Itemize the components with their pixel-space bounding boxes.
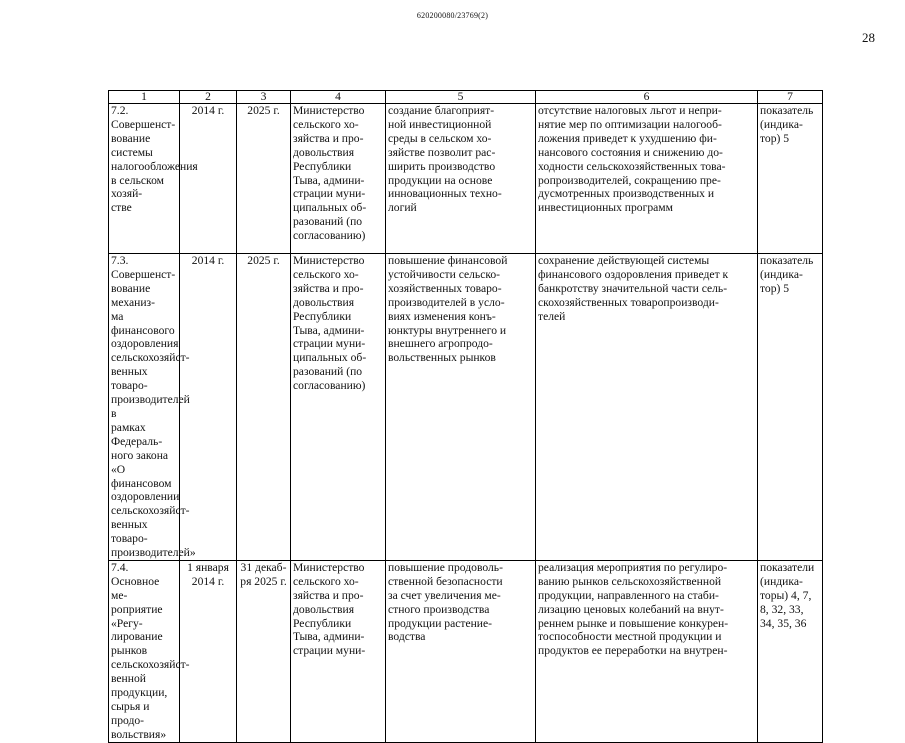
indicator-cell: показатель (индика- тор) 5 bbox=[758, 104, 823, 254]
executor-cell: Министерство сельского хо- зяйства и про- довольствия Республики Тыва, админи- страции муни- bbox=[291, 560, 386, 742]
document-id: 620200080/23769(2) bbox=[416, 11, 489, 20]
end-date-cell: 31 декаб- ря 2025 г. bbox=[237, 560, 291, 742]
end-date-cell: 2025 г. bbox=[237, 104, 291, 254]
consequences-cell: отсутствие налоговых льгот и непри- нятие мер по оптимизации налогооб- ложения приведет к ухудшению фи- нансового состояния и снижению до- ходности сельскохозяйственных това- ропроизводителей, сокращению пре- дусмотренных производственных и инвестиционных программ bbox=[536, 104, 758, 254]
executor-cell: Министерство сельского хо- зяйства и про- довольствия Республики Тыва, админи- страции муни- ципальных об- разований (по согласованию) bbox=[291, 104, 386, 254]
column-header-4: 4 bbox=[291, 91, 386, 104]
page-number: 28 bbox=[862, 30, 875, 45]
executor-cell: Министерство сельского хо- зяйства и про- довольствия Республики Тыва, админи- страции муни- ципальных об- разований (по согласованию) bbox=[291, 254, 386, 561]
indicator-cell: показатель (индика- тор) 5 bbox=[758, 254, 823, 561]
expected-result-cell: создание благоприят- ной инвестиционной среды в сельском хо- зяйстве позволит рас- ширить производство продукции на основе инновационных техно- логий bbox=[386, 104, 536, 254]
column-header-5: 5 bbox=[386, 91, 536, 104]
end-date-cell: 2025 г. bbox=[237, 254, 291, 561]
measure-name-cell: 7.3. Совершенст- вование механиз- ма финансового оздоровления сельскохозяйст- венных товаро- производителей в рамках Федераль- ного закона «О финансовом оздоровлении сельскохозяйст- венных товаро- производителей» bbox=[109, 254, 180, 561]
measure-name-cell: 7.2. Совершенст- вование системы налогообложения в сельском хозяй- стве bbox=[109, 104, 180, 254]
expected-result-cell: повышение продоволь- ственной безопасности за счет увеличения ме- стного производства продукции растение- водства bbox=[386, 560, 536, 742]
consequences-cell: реализация мероприятия по регулиро- ванию рынков сельскохозяйственной продукции, направленного на стаби- лизацию ценовых колебаний на внут- реннем рынке и повышение конкурен- тоспособности местной продукции и продуктов ее переработки на внутрен- bbox=[536, 560, 758, 742]
column-header-6: 6 bbox=[536, 91, 758, 104]
consequences-cell: сохранение действующей системы финансового оздоровления приведет к банкротству значительной части сель- скохозяйственных товаропроизводи- телей bbox=[536, 254, 758, 561]
column-header-7: 7 bbox=[758, 91, 823, 104]
expected-result-cell: повышение финансовой устойчивости сельско- хозяйственных товаро- производителей в усло- виях изменения конъ- юнктуры внутреннего и внешнего агропродо- вольственных рынков bbox=[386, 254, 536, 561]
measure-name-cell: 7.4. Основное ме- роприятие «Регу- лирование рынков сельскохозяйст- венной продукции, сырья и продо- вольствия» bbox=[109, 560, 180, 742]
table-row bbox=[109, 104, 823, 254]
indicator-cell: показатели (индика- торы) 4, 7, 8, 32, 33, 34, 35, 36 bbox=[758, 560, 823, 742]
column-number-row bbox=[109, 91, 823, 104]
start-date-cell: 2014 г. bbox=[180, 104, 237, 254]
program-measures-table bbox=[108, 90, 823, 743]
column-header-3: 3 bbox=[237, 91, 291, 104]
column-header-2: 2 bbox=[180, 91, 237, 104]
table-row bbox=[109, 560, 823, 742]
column-header-1: 1 bbox=[109, 91, 180, 104]
start-date-cell: 2014 г. bbox=[180, 254, 237, 561]
table-row bbox=[109, 254, 823, 561]
start-date-cell: 1 января 2014 г. bbox=[180, 560, 237, 742]
